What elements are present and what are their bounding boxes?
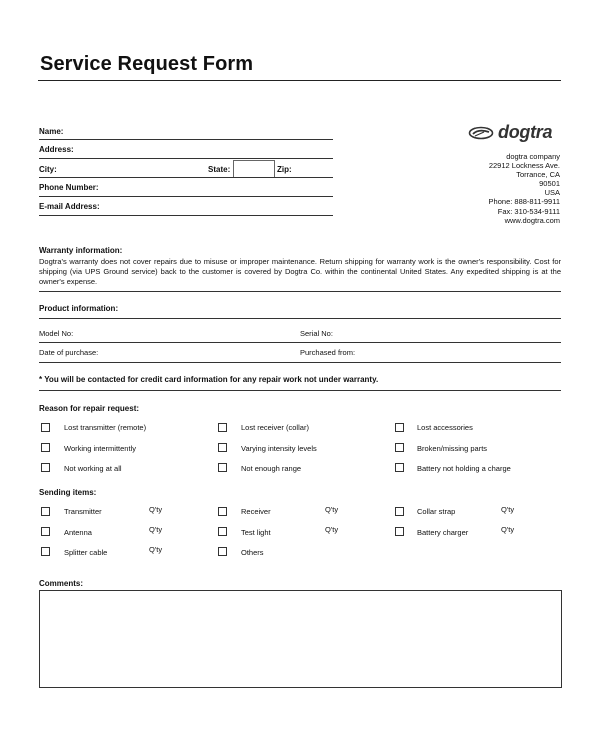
item-label: Test light (241, 528, 271, 537)
logo-text: dogtra (498, 122, 553, 142)
address-label: Address: (39, 145, 74, 154)
option-label: Not working at all (64, 464, 122, 473)
qty-label: Q'ty (501, 505, 515, 514)
checkbox-not-enough-range[interactable] (218, 463, 227, 472)
company-fax: Fax: 310-534-9111 (497, 206, 560, 216)
checkbox-transmitter[interactable] (41, 507, 50, 516)
repair-heading: Reason for repair request: (39, 404, 140, 413)
company-address (489, 152, 560, 225)
product-heading: Product information: (39, 304, 119, 313)
form-title: Service Request Form (40, 53, 254, 75)
checkbox-test-light[interactable] (218, 527, 227, 536)
checkbox-battery-charge[interactable] (395, 463, 404, 472)
company-zip: 90501 (539, 179, 560, 189)
warranty-divider (39, 291, 561, 292)
dogtra-logo-icon (468, 126, 494, 140)
checkbox-lost-accessories[interactable] (395, 423, 404, 432)
company-website: www.dogtra.com (504, 215, 560, 225)
checkbox-not-working[interactable] (41, 463, 50, 472)
qty-label: Q'ty (149, 525, 163, 534)
credit-card-note: * You will be contacted for credit card information for any repair work not under warranty. (39, 375, 379, 384)
purchase-field[interactable] (39, 362, 561, 363)
checkbox-working-intermittently[interactable] (41, 443, 50, 452)
item-label: Others (241, 548, 264, 557)
model-label: Model No: (39, 329, 74, 338)
note-divider (39, 390, 561, 391)
checkbox-collar-strap[interactable] (395, 507, 404, 516)
item-label: Antenna (64, 528, 92, 537)
company-street: 22912 Lockness Ave. (488, 161, 560, 171)
option-label: Broken/missing parts (417, 444, 488, 453)
dogtra-logo (468, 122, 552, 143)
company-country: USA (544, 188, 560, 198)
qty-label: Q'ty (325, 525, 339, 534)
option-label: Working intermittently (64, 444, 136, 453)
name-label: Name: (39, 127, 64, 136)
option-label: Varying intensity levels (241, 444, 317, 453)
checkbox-others[interactable] (218, 547, 227, 556)
comments-heading: Comments: (39, 579, 84, 588)
checkbox-lost-transmitter[interactable] (41, 423, 50, 432)
checkbox-antenna[interactable] (41, 527, 50, 536)
option-label: Not enough range (241, 464, 302, 473)
product-divider (39, 318, 561, 319)
comments-textarea[interactable] (39, 590, 562, 688)
option-label: Lost receiver (collar) (241, 423, 309, 432)
option-label: Battery not holding a charge (417, 464, 511, 473)
qty-label: Q'ty (149, 505, 163, 514)
checkbox-battery-charger[interactable] (395, 527, 404, 536)
city-field[interactable] (39, 177, 333, 178)
address-field[interactable] (39, 158, 333, 159)
item-label: Splitter cable (64, 548, 108, 557)
option-label: Lost transmitter (remote) (64, 423, 147, 432)
qty-label: Q'ty (325, 505, 339, 514)
serial-label: Serial No: (300, 329, 333, 338)
purchase-date-label: Date of purchase: (39, 348, 99, 357)
item-label: Battery charger (417, 528, 469, 537)
city-label: City: (39, 165, 57, 174)
company-city: Torrance, CA (516, 170, 560, 180)
item-label: Collar strap (417, 507, 456, 516)
qty-label: Q'ty (501, 525, 515, 534)
option-label: Lost accessories (417, 423, 473, 432)
phone-field[interactable] (39, 196, 333, 197)
title-divider (38, 80, 561, 81)
email-field[interactable] (39, 215, 333, 216)
qty-label: Q'ty (149, 545, 163, 554)
company-phone: Phone: 888-811-9911 (488, 197, 560, 207)
item-label: Transmitter (64, 507, 102, 516)
checkbox-splitter-cable[interactable] (41, 547, 50, 556)
state-field[interactable] (233, 160, 275, 178)
zip-label: Zip: (277, 165, 292, 174)
checkbox-broken-parts[interactable] (395, 443, 404, 452)
company-name: dogtra company (506, 152, 560, 161)
sending-heading: Sending items: (39, 488, 97, 497)
purchased-from-label: Purchased from: (300, 348, 356, 357)
checkbox-lost-receiver[interactable] (218, 423, 227, 432)
email-label: E-mail Address: (39, 202, 100, 211)
name-field[interactable] (39, 139, 333, 140)
warranty-heading: Warranty information: (39, 246, 123, 255)
phone-label: Phone Number: (39, 183, 99, 192)
model-serial-field[interactable] (39, 342, 561, 343)
checkbox-receiver[interactable] (218, 507, 227, 516)
item-label: Receiver (241, 507, 271, 516)
warranty-text: Dogtra's warranty does not cover repairs due to misuse or improper maintenance. Return shipping for warranty work is the owner's responsibility. Cost for shipping (via UPS Ground service) back to the customer is covered by Dogtra Co. within the continental United States. Any expedited shipping is at the owner's expense. (39, 257, 561, 286)
checkbox-varying-intensity[interactable] (218, 443, 227, 452)
state-label: State: (208, 165, 231, 174)
